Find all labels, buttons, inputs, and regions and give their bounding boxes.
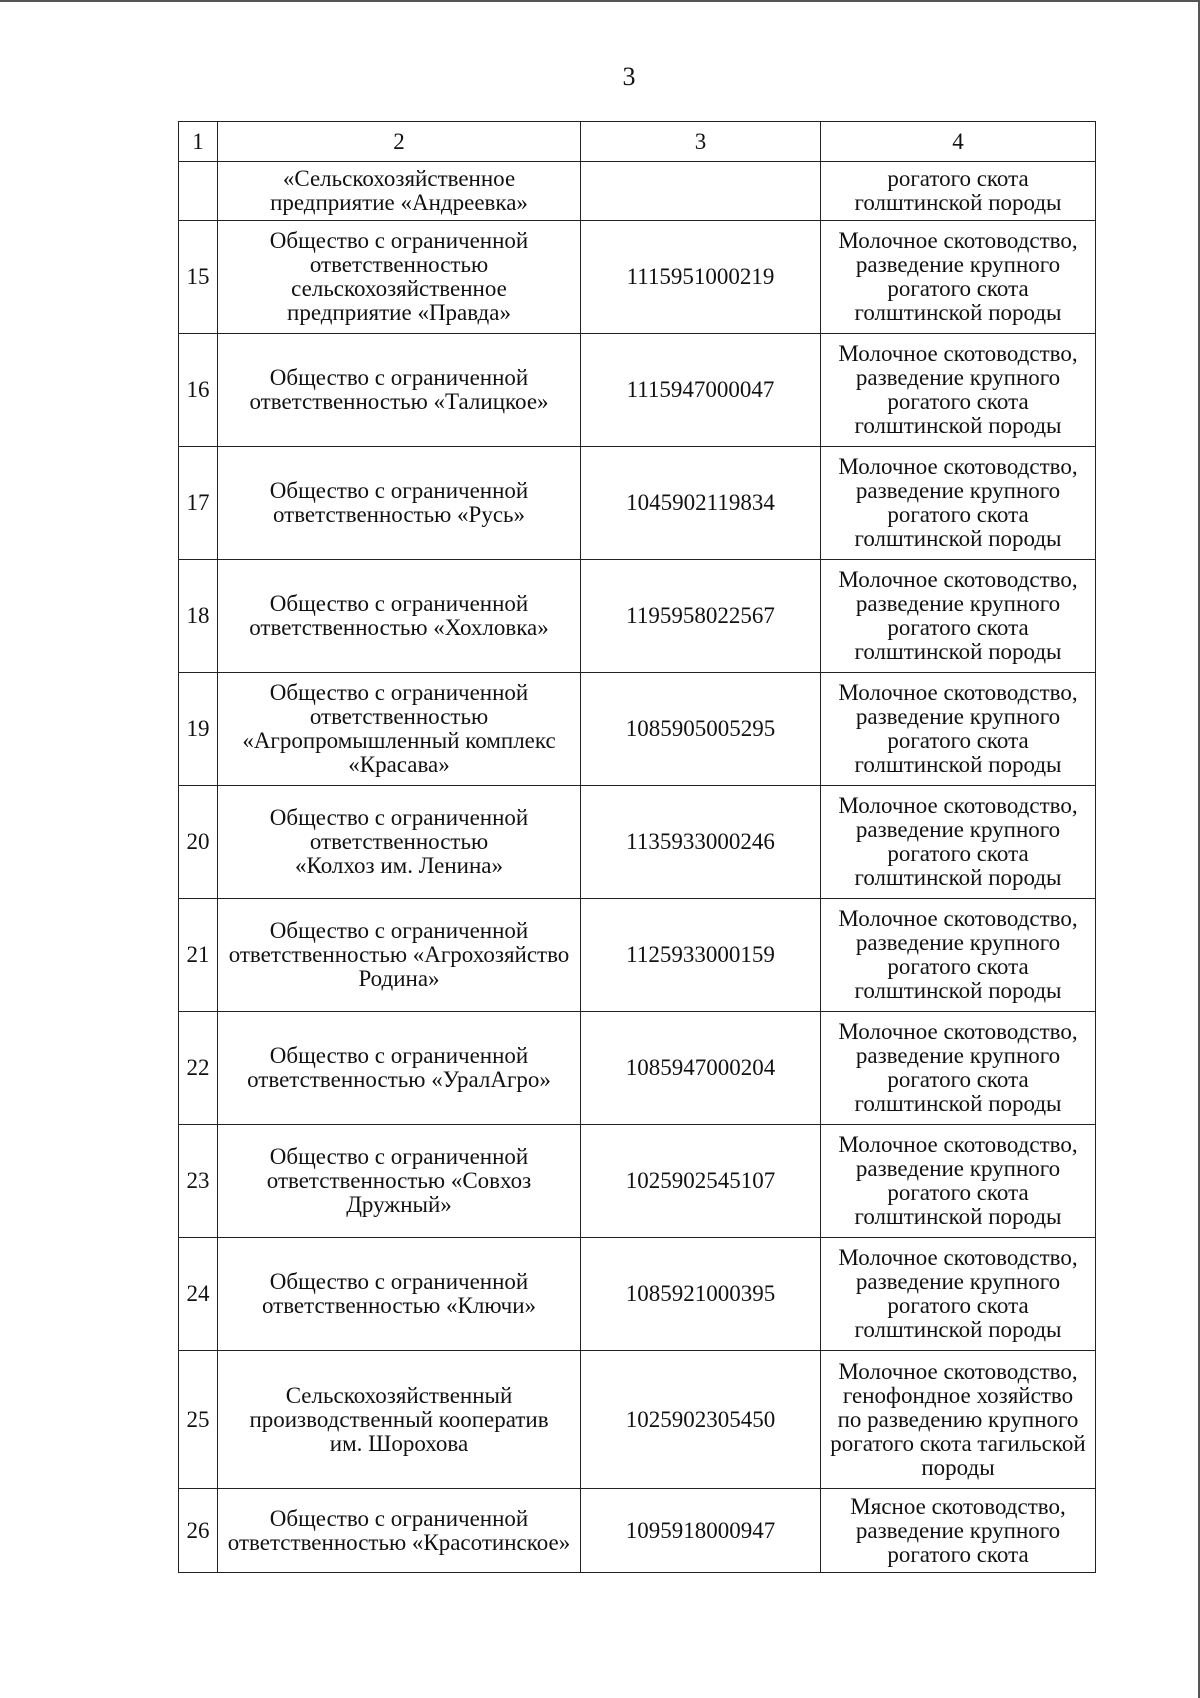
row-number-cell: 25 xyxy=(179,1351,218,1489)
row-number-cell: 16 xyxy=(179,334,218,447)
table-row xyxy=(179,786,1096,899)
continued-row xyxy=(179,162,1096,221)
activity-cell: Молочное скотоводство, разведение крупного рогатого скота голштинской породы xyxy=(821,560,1096,673)
row-number-cell: 17 xyxy=(179,447,218,560)
organization-name-cell: Общество с ограниченной ответственностью «Агрохозяйство Родина» xyxy=(218,899,581,1012)
ogrn-cell: 1045902119834 xyxy=(581,447,821,560)
table-row xyxy=(179,673,1096,786)
activity-cell: Молочное скотоводство, генофондное хозяйство по разведению крупного рогатого скота тагильской породы xyxy=(821,1351,1096,1489)
organization-name-cell: Общество с ограниченной ответственностью «Ключи» xyxy=(218,1238,581,1351)
row-number-cell: 19 xyxy=(179,673,218,786)
ogrn-cell: 1115951000219 xyxy=(581,221,821,334)
activity-cell: Молочное скотоводство, разведение крупного рогатого скота голштинской породы xyxy=(821,1125,1096,1238)
table-header-row xyxy=(179,122,1096,162)
ogrn-cell: 1125933000159 xyxy=(581,899,821,1012)
table-row xyxy=(179,560,1096,673)
table-row xyxy=(179,1489,1096,1573)
row-number-cell: 20 xyxy=(179,786,218,899)
activity-cell: Молочное скотоводство, разведение крупного рогатого скота голштинской породы xyxy=(821,673,1096,786)
activity-cell: Молочное скотоводство, разведение крупного рогатого скота голштинской породы xyxy=(821,1012,1096,1125)
registry-table xyxy=(178,121,1096,1573)
organization-name-cell: Сельскохозяйственный производственный кооператив им. Шорохова xyxy=(218,1351,581,1489)
row-number-cell: 26 xyxy=(179,1489,218,1573)
ogrn-cell: 1115947000047 xyxy=(581,334,821,447)
column-header-3: 3 xyxy=(581,122,821,162)
organization-name-cell: Общество с ограниченной ответственностью «Агропромышленный комплекс «Красава» xyxy=(218,673,581,786)
ogrn-cell: 1085921000395 xyxy=(581,1238,821,1351)
column-header-2: 2 xyxy=(218,122,581,162)
organization-name-cell: Общество с ограниченной ответственностью «Русь» xyxy=(218,447,581,560)
organization-name-cell: Общество с ограниченной ответственностью сельскохозяйственное предприятие «Правда» xyxy=(218,221,581,334)
ogrn-cell: 1095918000947 xyxy=(581,1489,821,1573)
ogrn-cell: 1085947000204 xyxy=(581,1012,821,1125)
activity-cell: Мясное скотоводство, разведение крупного рогатого скота xyxy=(821,1489,1096,1573)
table-row xyxy=(179,447,1096,560)
organization-name-cell: Общество с ограниченной ответственностью «Талицкое» xyxy=(218,334,581,447)
ogrn-cell: 1025902545107 xyxy=(581,1125,821,1238)
activity-cell: Молочное скотоводство, разведение крупного рогатого скота голштинской породы xyxy=(821,899,1096,1012)
organization-name-cell: Общество с ограниченной ответственностью «Хохловка» xyxy=(218,560,581,673)
activity-cell: Молочное скотоводство, разведение крупного рогатого скота голштинской породы xyxy=(821,334,1096,447)
row-number-cell: 23 xyxy=(179,1125,218,1238)
table-row xyxy=(179,1351,1096,1489)
activity-cell: Молочное скотоводство, разведение крупного рогатого скота голштинской породы xyxy=(821,221,1096,334)
organization-name-cell: Общество с ограниченной ответственностью «Колхоз им. Ленина» xyxy=(218,786,581,899)
table-row xyxy=(179,1238,1096,1351)
table-row xyxy=(179,1012,1096,1125)
table-row xyxy=(179,1125,1096,1238)
ogrn-cell: 1025902305450 xyxy=(581,1351,821,1489)
table-row xyxy=(179,899,1096,1012)
ogrn-cell: 1195958022567 xyxy=(581,560,821,673)
row-number-cell: 18 xyxy=(179,560,218,673)
column-header-1: 1 xyxy=(179,122,218,162)
scan-border-top xyxy=(0,0,1200,2)
table-row xyxy=(179,221,1096,334)
table-row xyxy=(179,334,1096,447)
ogrn-cell xyxy=(581,162,821,221)
organization-name-cell: «Сельскохозяйственное предприятие «Андреевка» xyxy=(218,162,581,221)
ogrn-cell: 1135933000246 xyxy=(581,786,821,899)
organization-name-cell: Общество с ограниченной ответственностью «УралАгро» xyxy=(218,1012,581,1125)
row-number-cell: 22 xyxy=(179,1012,218,1125)
organization-name-cell: Общество с ограниченной ответственностью «Красотинское» xyxy=(218,1489,581,1573)
activity-cell: Молочное скотоводство, разведение крупного рогатого скота голштинской породы xyxy=(821,1238,1096,1351)
ogrn-cell: 1085905005295 xyxy=(581,673,821,786)
row-number-cell: 24 xyxy=(179,1238,218,1351)
organization-name-cell: Общество с ограниченной ответственностью «Совхоз Дружный» xyxy=(218,1125,581,1238)
column-header-4: 4 xyxy=(821,122,1096,162)
row-number-cell: 21 xyxy=(179,899,218,1012)
row-number-cell: 15 xyxy=(179,221,218,334)
activity-cell: Молочное скотоводство, разведение крупного рогатого скота голштинской породы xyxy=(821,786,1096,899)
activity-cell: рогатого скота голштинской породы xyxy=(821,162,1096,221)
row-number-cell xyxy=(179,162,218,221)
page-number: 3 xyxy=(622,62,636,91)
activity-cell: Молочное скотоводство, разведение крупного рогатого скота голштинской породы xyxy=(821,447,1096,560)
